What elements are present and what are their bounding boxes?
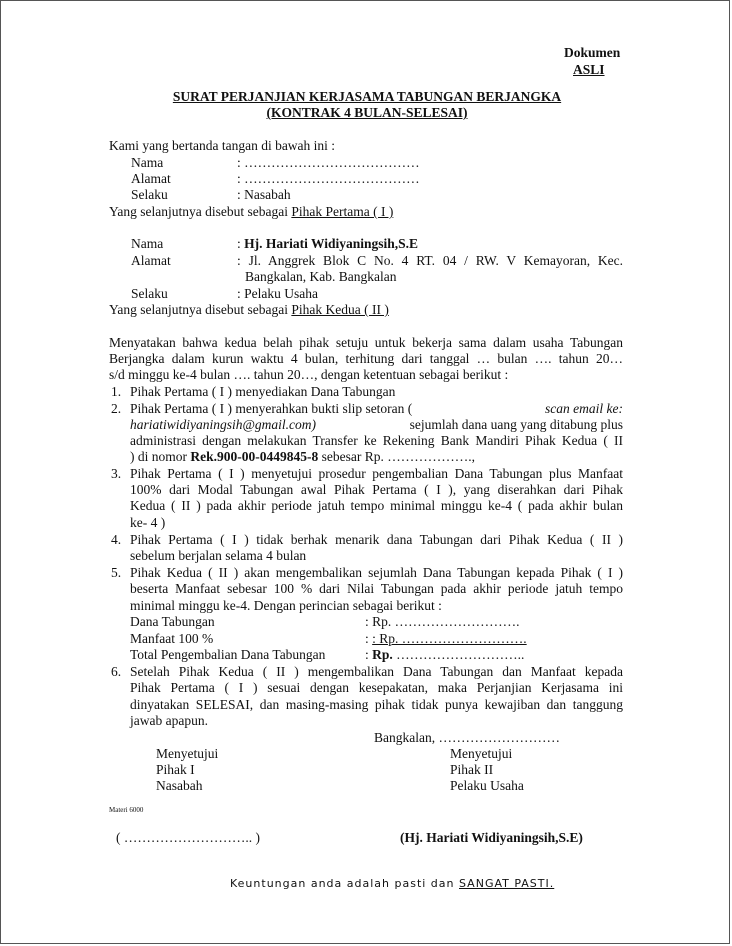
place-date: Bangkalan, ……………………… (374, 730, 560, 745)
document-label: Dokumen (564, 45, 621, 60)
party2-reference (109, 302, 389, 319)
item2-line-4-prefix: ) di nomor (130, 449, 191, 464)
party1-reference-prefix: Yang selanjutnya disebut sebagai (109, 204, 292, 219)
document-title: SURAT PERJANJIAN KERJASAMA TABUNGAN BERJANGKA (172, 89, 562, 104)
party1-address-label: Alamat (131, 171, 171, 186)
item4-line-1: Pihak Pertama ( I ) tidak berhak menarik dana Tabungan dari Pihak Kedua ( II ) (130, 532, 623, 547)
statement-line-1: Menyatakan bahwa kedua belah pihak setuju untuk bekerja sama dalam usaha Tabungan (109, 335, 623, 350)
statement-line-3: s/d minggu ke-4 bulan …. tahun 20…, dengan ketentuan sebagai berikut : (109, 367, 509, 382)
party1-address-value: : ………………………………… (237, 171, 420, 186)
right-approve: Menyetujui (450, 746, 513, 761)
item5-line-2: beserta Manfaat sebesar 100 % dari Nilai Tabungan pada akhir periode jatuh tempo (130, 581, 623, 596)
party2-name-value: Hj. Hariati Widiyaningsih,S.E (244, 236, 419, 251)
item3-line-1: Pihak Pertama ( I ) menyetujui prosedur pengembalian Dana Tabungan plus Manfaat (130, 466, 623, 481)
document-status: ASLI (573, 62, 605, 77)
party2-address-line2: Bangkalan, Kab. Bangkalan (245, 269, 397, 284)
left-role: Nasabah (156, 778, 203, 793)
party2-address-label: Alamat (131, 253, 171, 268)
item2-line-4-suffix: sebesar Rp. ………………., (318, 449, 475, 464)
party1-reference (109, 204, 393, 221)
party2-reference-prefix: Yang selanjutnya disebut sebagai (109, 302, 292, 317)
party1-role-label: Selaku (131, 187, 168, 202)
item1-text: Pihak Pertama ( I ) menyediakan Dana Tabungan (130, 384, 396, 399)
item4-number: 4. (111, 532, 122, 547)
left-party: Pihak I (156, 762, 195, 777)
item2-line-1 (130, 401, 623, 418)
item3-line-3: Kedua ( II ) pada akhir periode jatuh tempo minimal minggu ke-4 ( pada akhir bulan (130, 498, 623, 513)
item2-email-hint: scan email ke: (545, 401, 623, 416)
item1-number: 1. (111, 384, 122, 399)
item5-manfaat-value (365, 631, 527, 648)
item2-number: 2. (111, 401, 122, 416)
item3-line-2: 100% dari Modal Tabungan awal Pihak Pertama ( I ), yang diserahkan dari Pihak (130, 482, 623, 497)
item5-manfaat-amount: : Rp. ………………………. (372, 631, 527, 646)
intro-text: Kami yang bertanda tangan di bawah ini : (109, 138, 336, 153)
stamp-duty-note: Materi 6000 (109, 806, 144, 814)
item5-number: 5. (111, 565, 122, 580)
footer-slogan (230, 876, 554, 893)
item2-email: hariatiwidiyaningsih@gmail.com) (130, 417, 317, 432)
right-role: Pelaku Usaha (450, 778, 524, 793)
party2-address-line1: : Jl. Anggrek Blok C No. 4 RT. 04 / RW. V Kemayoran, Kec. (237, 253, 623, 268)
item5-total-dots: ……………………….. (392, 647, 525, 662)
item5-total-currency: Rp. (372, 647, 393, 662)
party2-name-label: Nama (131, 236, 164, 251)
item2-line-1-text: Pihak Pertama ( I ) menyerahkan bukti slip setoran ( (130, 401, 413, 416)
item6-line-4: jawab apapun. (130, 713, 208, 728)
right-signatory-name: (Hj. Hariati Widiyaningsih,S.E) (400, 830, 583, 845)
item2-line-3: administrasi dengan melakukan Transfer ke Rekening Bank Mandiri Pihak Kedua ( II (130, 433, 623, 448)
party2-role-value: : Pelaku Usaha (237, 286, 318, 301)
item6-line-3: dinyatakan SELESAI, dan masing-masing pihak tidak punya kewajiban dan tanggung (130, 697, 623, 712)
footer-slogan-emphasis: SANGAT PASTI. (459, 877, 555, 890)
document-subtitle: (KONTRAK 4 BULAN-SELESAI) (266, 105, 468, 120)
item6-number: 6. (111, 664, 122, 679)
party1-name-label: Nama (131, 155, 164, 170)
item5-total-colon: : (365, 647, 373, 662)
right-party: Pihak II (450, 762, 494, 777)
left-approve: Menyetujui (156, 746, 219, 761)
item5-dana-label: Dana Tabungan (130, 614, 215, 629)
item2-line-4 (130, 449, 475, 466)
statement-line-2: Berjangka dalam kurun waktu 4 bulan, terhitung dari tanggal … bulan …. tahun 20… (109, 351, 623, 366)
item5-line-1: Pihak Kedua ( II ) akan mengembalikan sejumlah Dana Tabungan kepada Pihak ( I ) (130, 565, 623, 580)
party2-name (237, 236, 418, 253)
item2-account-number: Rek.900-00-0449845-8 (190, 449, 319, 464)
item3-number: 3. (111, 466, 122, 481)
item5-manfaat-label: Manfaat 100 % (130, 631, 214, 646)
left-signatory-name: ( ……………………….. ) (116, 830, 260, 845)
item6-line-2: Pihak Pertama ( I ) sesuai dengan kesepakatan, maka Perjanjian Kerjasama ini (130, 680, 623, 695)
party1-name-value: : ………………………………… (237, 155, 420, 170)
item5-line-3: minimal minggu ke-4. Dengan perincian sebagai berikut : (130, 598, 442, 613)
party2-name-colon: : (237, 236, 241, 251)
party2-role-label: Selaku (131, 286, 168, 301)
item6-line-1: Setelah Pihak Kedua ( II ) mengembalikan Dana Tabungan dan Manfaat kepada (130, 664, 623, 679)
party2-reference-name: Pihak Kedua ( II ) (291, 302, 389, 317)
item5-dana-value: : Rp. ………………………. (365, 614, 520, 629)
party1-role-value: : Nasabah (237, 187, 291, 202)
item2-line-2 (130, 417, 623, 434)
item5-total-label: Total Pengembalian Dana Tabungan (130, 647, 326, 662)
item2-line-2-text: sejumlah dana uang yang ditabung plus (409, 417, 623, 432)
footer-slogan-prefix: Keuntungan anda adalah pasti dan (230, 877, 459, 890)
item5-total-value (365, 647, 524, 664)
party1-reference-name: Pihak Pertama ( I ) (291, 204, 394, 219)
item4-line-2: sebelum berjalan selama 4 bulan (130, 548, 307, 563)
item5-manfaat-colon: : (365, 631, 373, 646)
item3-line-4: ke- 4 ) (130, 515, 166, 530)
